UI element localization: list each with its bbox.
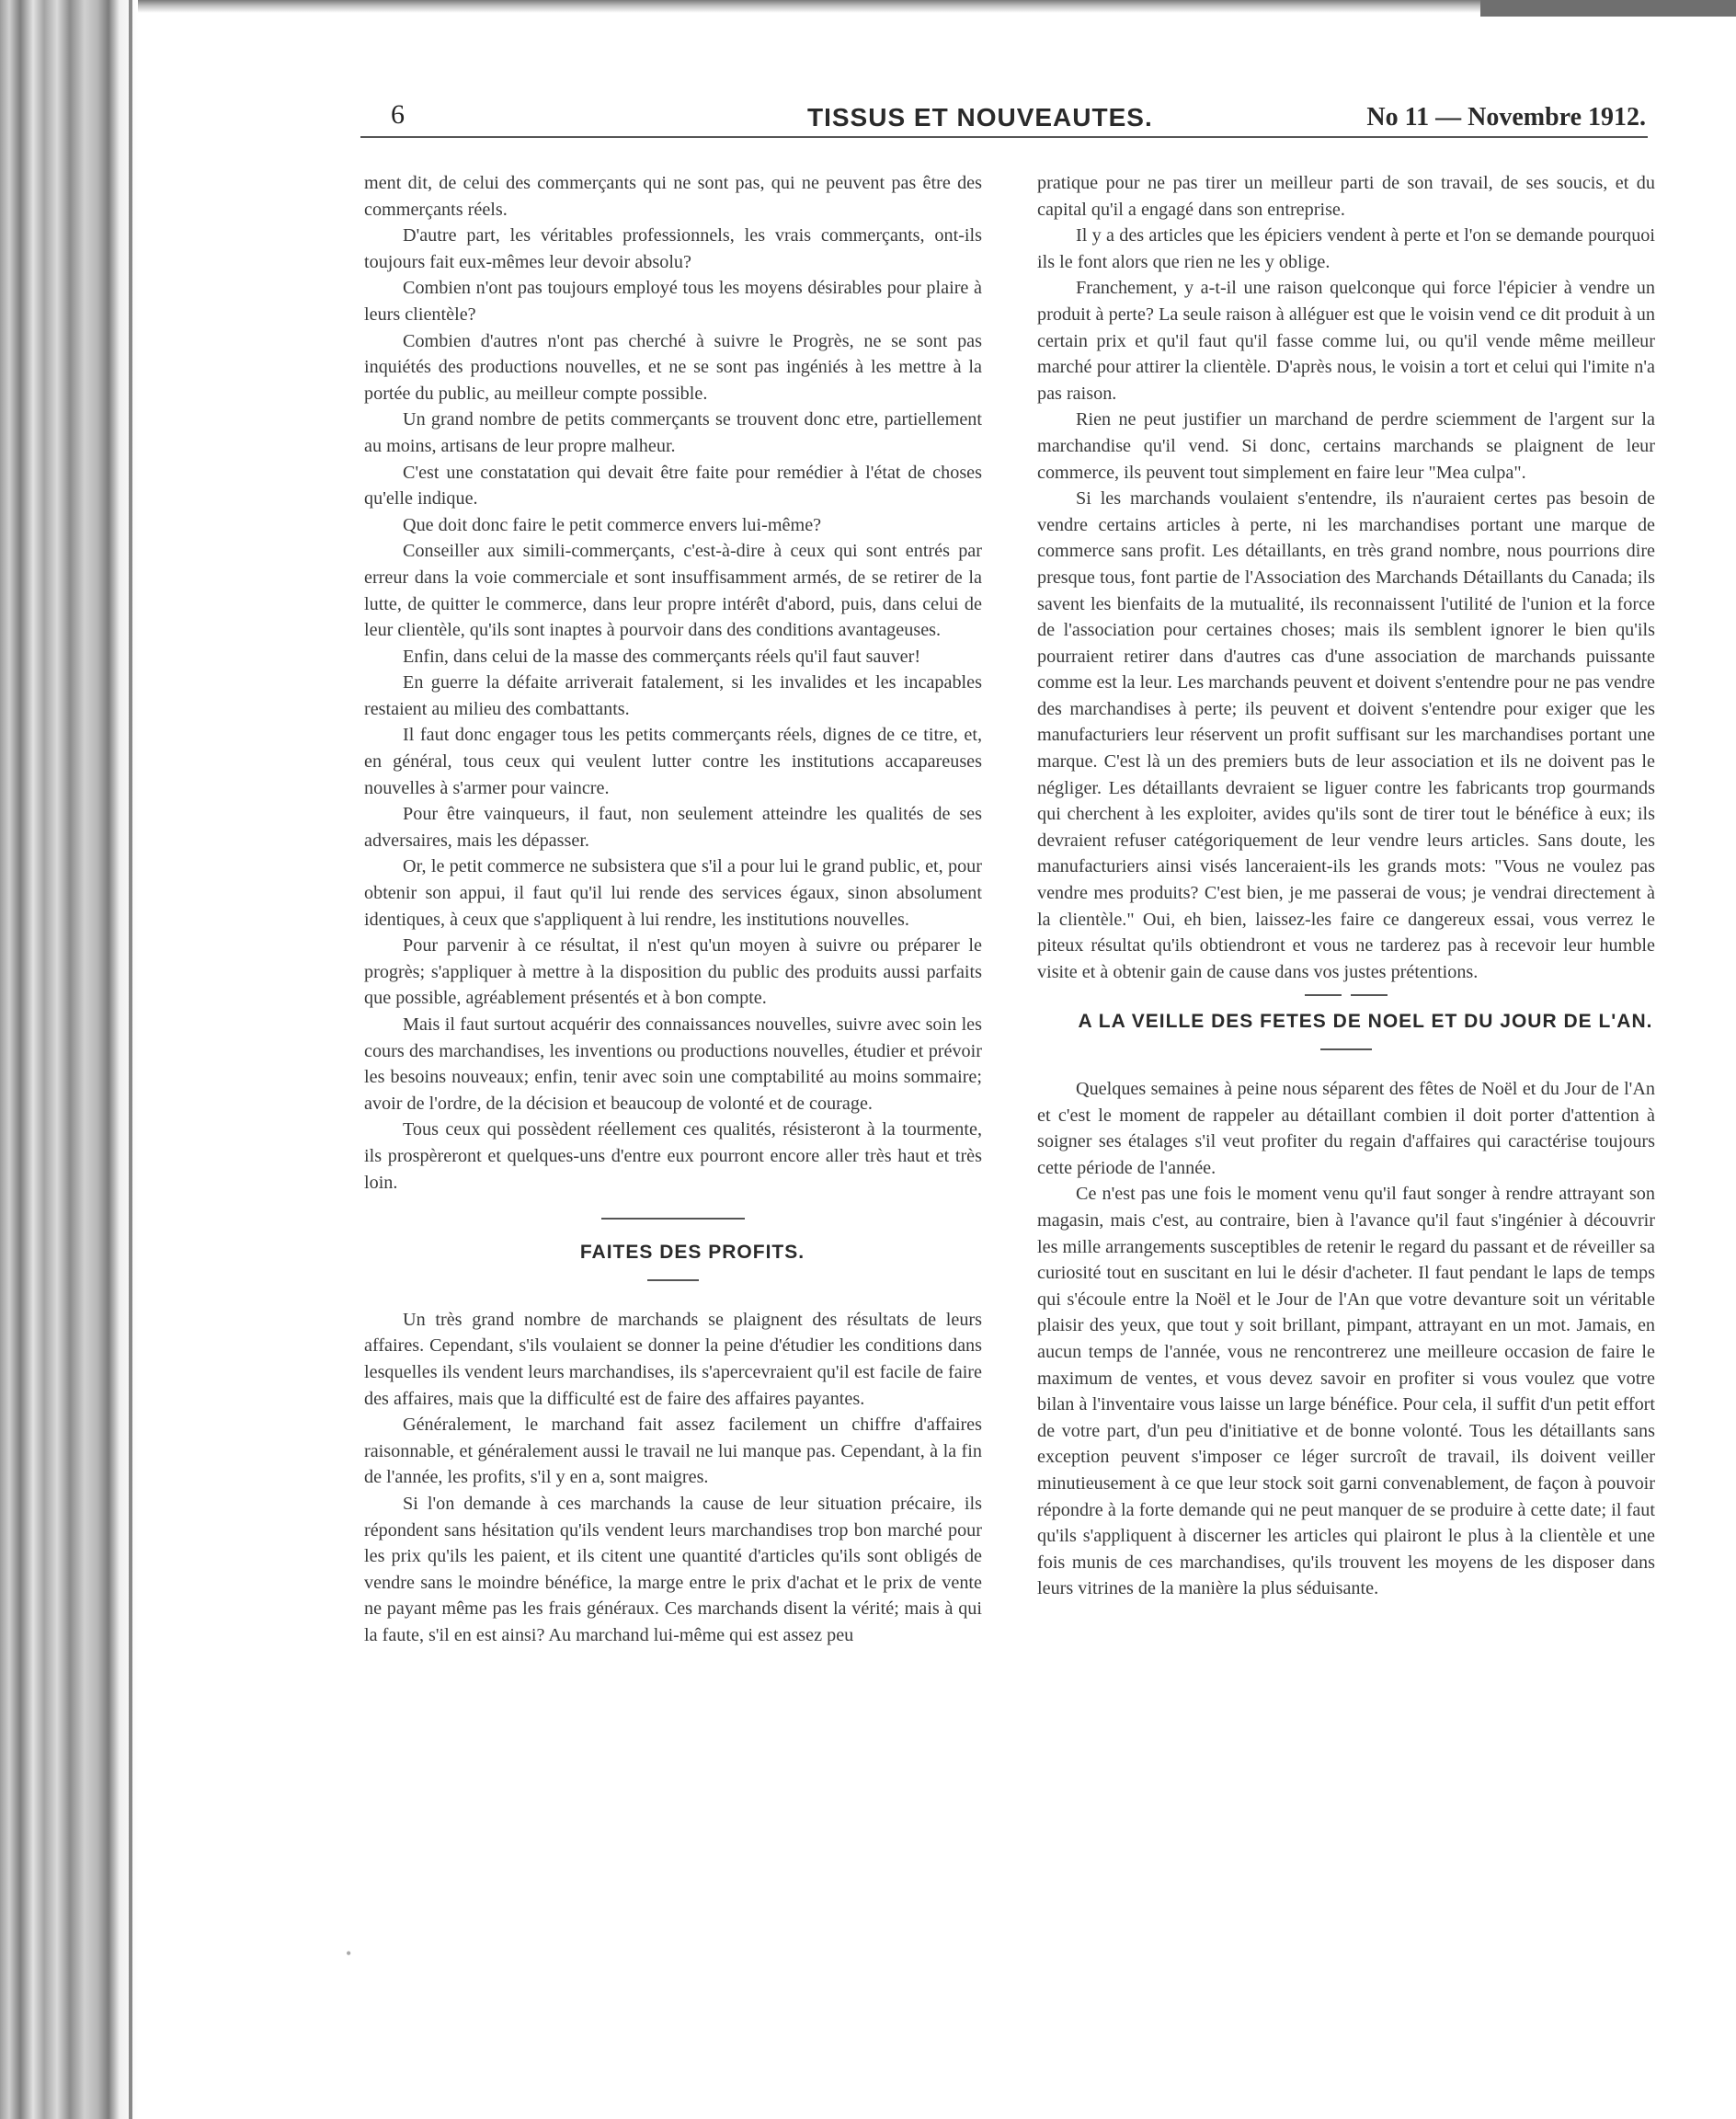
section-title: FAITES DES PROFITS.	[579, 1242, 805, 1264]
paragraph: Ce n'est pas une fois le moment venu qu'il faut songer à rendre attrayant son magasin, mais c'est, au contraire, bien à l'avance qu'il faut s'ingénier à découvrir les mille arrangements susceptibles de retenir le regard du passant et de réveiller sa curiosité tout en suscitant en lui le désir d'acheter. Il faut pendant le laps de temps qui s'écoule entre la Noël et le Jour de l'An que votre devanture soit un véritable plaisir des yeux, que tout y soit brillant, pimpant, attrayant en un mot. Jamais, en aucun temps de l'année, vous ne rencontrerez une meilleure occasion de faire le maximum de ventes, et vous devez savoir en profiter si vous voulez que votre bilan à l'inventaire vous laisse un large bénéfice. Pour cela, il suffit d'un petit effort de votre part, d'un peu d'initiative et de bonne volonté. Tous les détaillants sans exception peuvent s'imposer ce léger surcroît de travail, ils doivent veiller minutieusement à ce que leur stock soit garni convenablement, de façon à pouvoir répondre à la forte demande qui ne peut manquer de se produire à cette date; il faut qu'ils s'appliquent à discerner les articles qui plairont le plus à la clientèle et une fois munis de ces marchandises, qu'ils trouvent les moyens de les disposer dans leurs vitrines de la manière la plus séduisante.	[1037, 1184, 1655, 1599]
page-corner-shadow	[1480, 0, 1736, 17]
paragraph: Que doit donc faire le petit commerce envers lui-même?	[403, 514, 822, 535]
binding-shadow-line	[129, 0, 132, 2119]
paragraph: Franchement, y a-t-il une raison quelconque qui force l'épicier à vendre un produit à perte? La seule raison à alléguer est que le voisin vend ce dit produit à un certain prix et qu'il faut qu'il fasse comme lui, ou qu'il vende même meilleur marché pour attirer la clientèle. D'après nous, le voisin a tort et celui qui l'imite n'a pas raison.	[1037, 278, 1655, 404]
paragraph: Il y a des articles que les épiciers vendent à perte et l'on se demande pourquoi ils le font alors que rien ne les y oblige.	[1037, 225, 1655, 272]
paragraph: Si l'on demande à ces marchands la cause de leur situation précaire, ils répondent sans hésitation qu'ils vendent leurs marchandises trop bon marché pour les prix qu'ils les paient, et ils citent une quantité d'articles qu'ils sont obligés de vendre sans le moindre bénéfice, la marge entre le prix d'achat et le prix de vente ne payant même pas les frais généraux. Ces marchands disent la vérité; mais à qui la faute, s'il en est ainsi? Au marchand lui-même qui est assez peu	[364, 1493, 982, 1645]
section-title: A LA VEILLE DES FETES DE NOEL ET DU JOUR DE L'AN.	[1078, 1011, 1653, 1033]
paragraph: pratique pour ne pas tirer un meilleur parti de son travail, de ses soucis, et du capital qu'il a engagé dans son entreprise.	[1037, 173, 1655, 220]
paragraph: Or, le petit commerce ne subsistera que s'il a pour lui le grand public, et, pour obtenir son appui, il faut qu'il lui rende des services égaux, sinon absolument identiques, à ceux que s'appliquent à lui rendre, les institutions nouvelles.	[364, 856, 982, 930]
paragraph: Pour parvenir à ce résultat, il n'est qu'un moyen à suivre ou préparer le progrès; s'appliquer à mettre à la disposition du public des produits aussi parfaits que possible, agréablement présentés et à bon compte.	[364, 935, 982, 1009]
title-underline	[647, 1279, 699, 1281]
paragraph: Généralement, le marchand fait assez facilement un chiffre d'affaires raisonnable, et généralement aussi le travail ne lui manque pas. Cependant, à la fin de l'année, les profits, s'il y en a, sont maigres.	[364, 1415, 982, 1488]
paragraph: Tous ceux qui possèdent réellement ces qualités, résisteront à la tourmente, ils prospèreront et quelques-uns d'entre eux pourront encore aller très haut et très loin.	[364, 1119, 982, 1193]
page-number: 6	[391, 99, 405, 130]
running-header	[368, 99, 1646, 140]
paragraph: Pour être vainqueurs, il faut, non seulement atteindre les qualités de ses adversaires, mais les dépasser.	[364, 804, 982, 851]
paragraph: Il faut donc engager tous les petits commerçants réels, dignes de ce titre, et, en général, tous ceux qui veulent lutter contre les institutions accapareuses nouvelles à s'armer pour vaincre.	[364, 725, 982, 798]
paragraph: Un très grand nombre de marchands se plaignent des résultats de leurs affaires. Cependant, s'ils voulaient se donner la peine d'étudier les conditions dans lesquelles ils vendent leurs marchandises, ils s'apercevraient qu'il est facile de faire des affaires, mais que la difficulté est de faire des affaires payantes.	[364, 1309, 982, 1409]
paragraph: Rien ne peut justifier un marchand de perdre sciemment de l'argent sur la marchandise qu'il vend. Si donc, certains marchands se plaignent de leur commerce, ils peuvent tout simplement en faire leur "Mea culpa".	[1037, 409, 1655, 483]
margin-mark: •	[346, 1944, 352, 1963]
publication-title: TISSUS ET NOUVEAUTES.	[807, 103, 1153, 132]
paragraph: Combien n'ont pas toujours employé tous les moyens désirables pour plaire à leurs clientèle?	[364, 278, 982, 325]
book-binding-edge	[0, 0, 138, 2119]
paragraph: ment dit, de celui des commerçants qui ne sont pas, qui ne peuvent pas être des commerçants réels.	[364, 173, 982, 220]
section-divider	[1291, 994, 1401, 996]
issue-date: No 11 — Novembre 1912.	[1366, 103, 1646, 132]
left-column	[364, 170, 982, 1648]
paragraph: Si les marchands voulaient s'entendre, ils n'auraient certes pas besoin de vendre certains articles à perte, ni les marchandises portant une marque de commerce sans profit. Les détaillants, en très grand nombre, nous pourrions dire presque tous, font partie de l'Association des Marchands Détaillants du Canada; ils savent les bienfaits de la mutualité, ils reconnaissent l'utilité de l'union et la force de l'association pour certaines choses; mais ils semblent ignorer le bien qu'ils pourraient retirer dans d'autres cas d'une association de marchands puissante comme est la leur. Les marchands peuvent et doivent s'entendre pour ne pas vendre des marchandises à perte; ils peuvent et doivent s'entendre pour exiger que les manufacturiers leur réservent un profit suffisant sur les marchandises portant une marque. C'est là un des premiers buts de leur association et ils ne doivent pas le négliger. Les détaillants devraient se liguer contre les fabricants trop gourmands qui cherchent à les exploiter, avides qu'ils sont de tirer tout le bénéfice à eux; ils devraient refuser catégoriquement de leur vendre leurs articles. Sans doute, les manufacturiers ainsi visés lanceraient-ils les grands mots: "Vous ne voulez pas vendre mes produits? C'est bien, je me passerai de vous; je vendrai directement à la clientèle." Oui, eh bien, laissez-les faire ce dangereux essai, vous verrez le piteux résultat qu'ils obtiendront et vous ne tarderez pas à recevoir leur humble visite et à obtenir gain de cause dans vos justes prétentions.	[1037, 488, 1655, 982]
paragraph: Combien d'autres n'ont pas cherché à suivre le Progrès, ne se sont pas inquiétés des productions nouvelles, et ne se sont pas ingéniés à les mettre à la portée du public, au meilleur compte possible.	[364, 330, 982, 404]
title-underline	[1320, 1048, 1372, 1050]
paragraph: Quelques semaines à peine nous séparent des fêtes de Noël et du Jour de l'An et c'est le moment de rappeler au détaillant combien il doit porter d'attention à soigner ses étalages s'il veut profiter du regain d'affaires qui caractérise toujours cette période de l'année.	[1037, 1079, 1655, 1178]
page-top-edge	[138, 0, 1480, 13]
paragraph: D'autre part, les véritables professionnels, les vrais commerçants, ont-ils toujours fait eux-mêmes leur devoir absolu?	[364, 225, 982, 272]
right-column	[1037, 170, 1655, 1602]
paragraph: Enfin, dans celui de la masse des commerçants réels qu'il faut sauver!	[403, 646, 921, 667]
paragraph: Un grand nombre de petits commerçants se trouvent donc etre, partiellement au moins, artisans de leur propre malheur.	[364, 409, 982, 456]
header-rule	[360, 136, 1648, 138]
section-divider	[601, 1218, 745, 1220]
paragraph: Mais il faut surtout acquérir des connaissances nouvelles, suivre avec soin les cours des marchandises, les inventions ou productions nouvelles, étudier et prévoir les besoins nouveaux; enfin, tenir avec soin une comptabilité au moins sommaire; avoir de l'ordre, de la décision et beaucoup de volonté et de courage.	[364, 1014, 982, 1114]
paragraph: C'est une constatation qui devait être faite pour remédier à l'état de choses qu'elle indique.	[364, 462, 982, 510]
paragraph: Conseiller aux simili-commerçants, c'est-à-dire à ceux qui sont entrés par erreur dans la voie commerciale et sont insuffisamment armés, de se retirer de la lutte, de quitter le commerce, dans leur propre intérêt d'abord, puis, dans celui de leur clientèle, qu'ils sont inaptes à pourvoir dans des conditions avantageuses.	[364, 541, 982, 641]
paragraph: En guerre la défaite arriverait fatalement, si les invalides et les incapables restaient au milieu des combattants.	[364, 672, 982, 719]
